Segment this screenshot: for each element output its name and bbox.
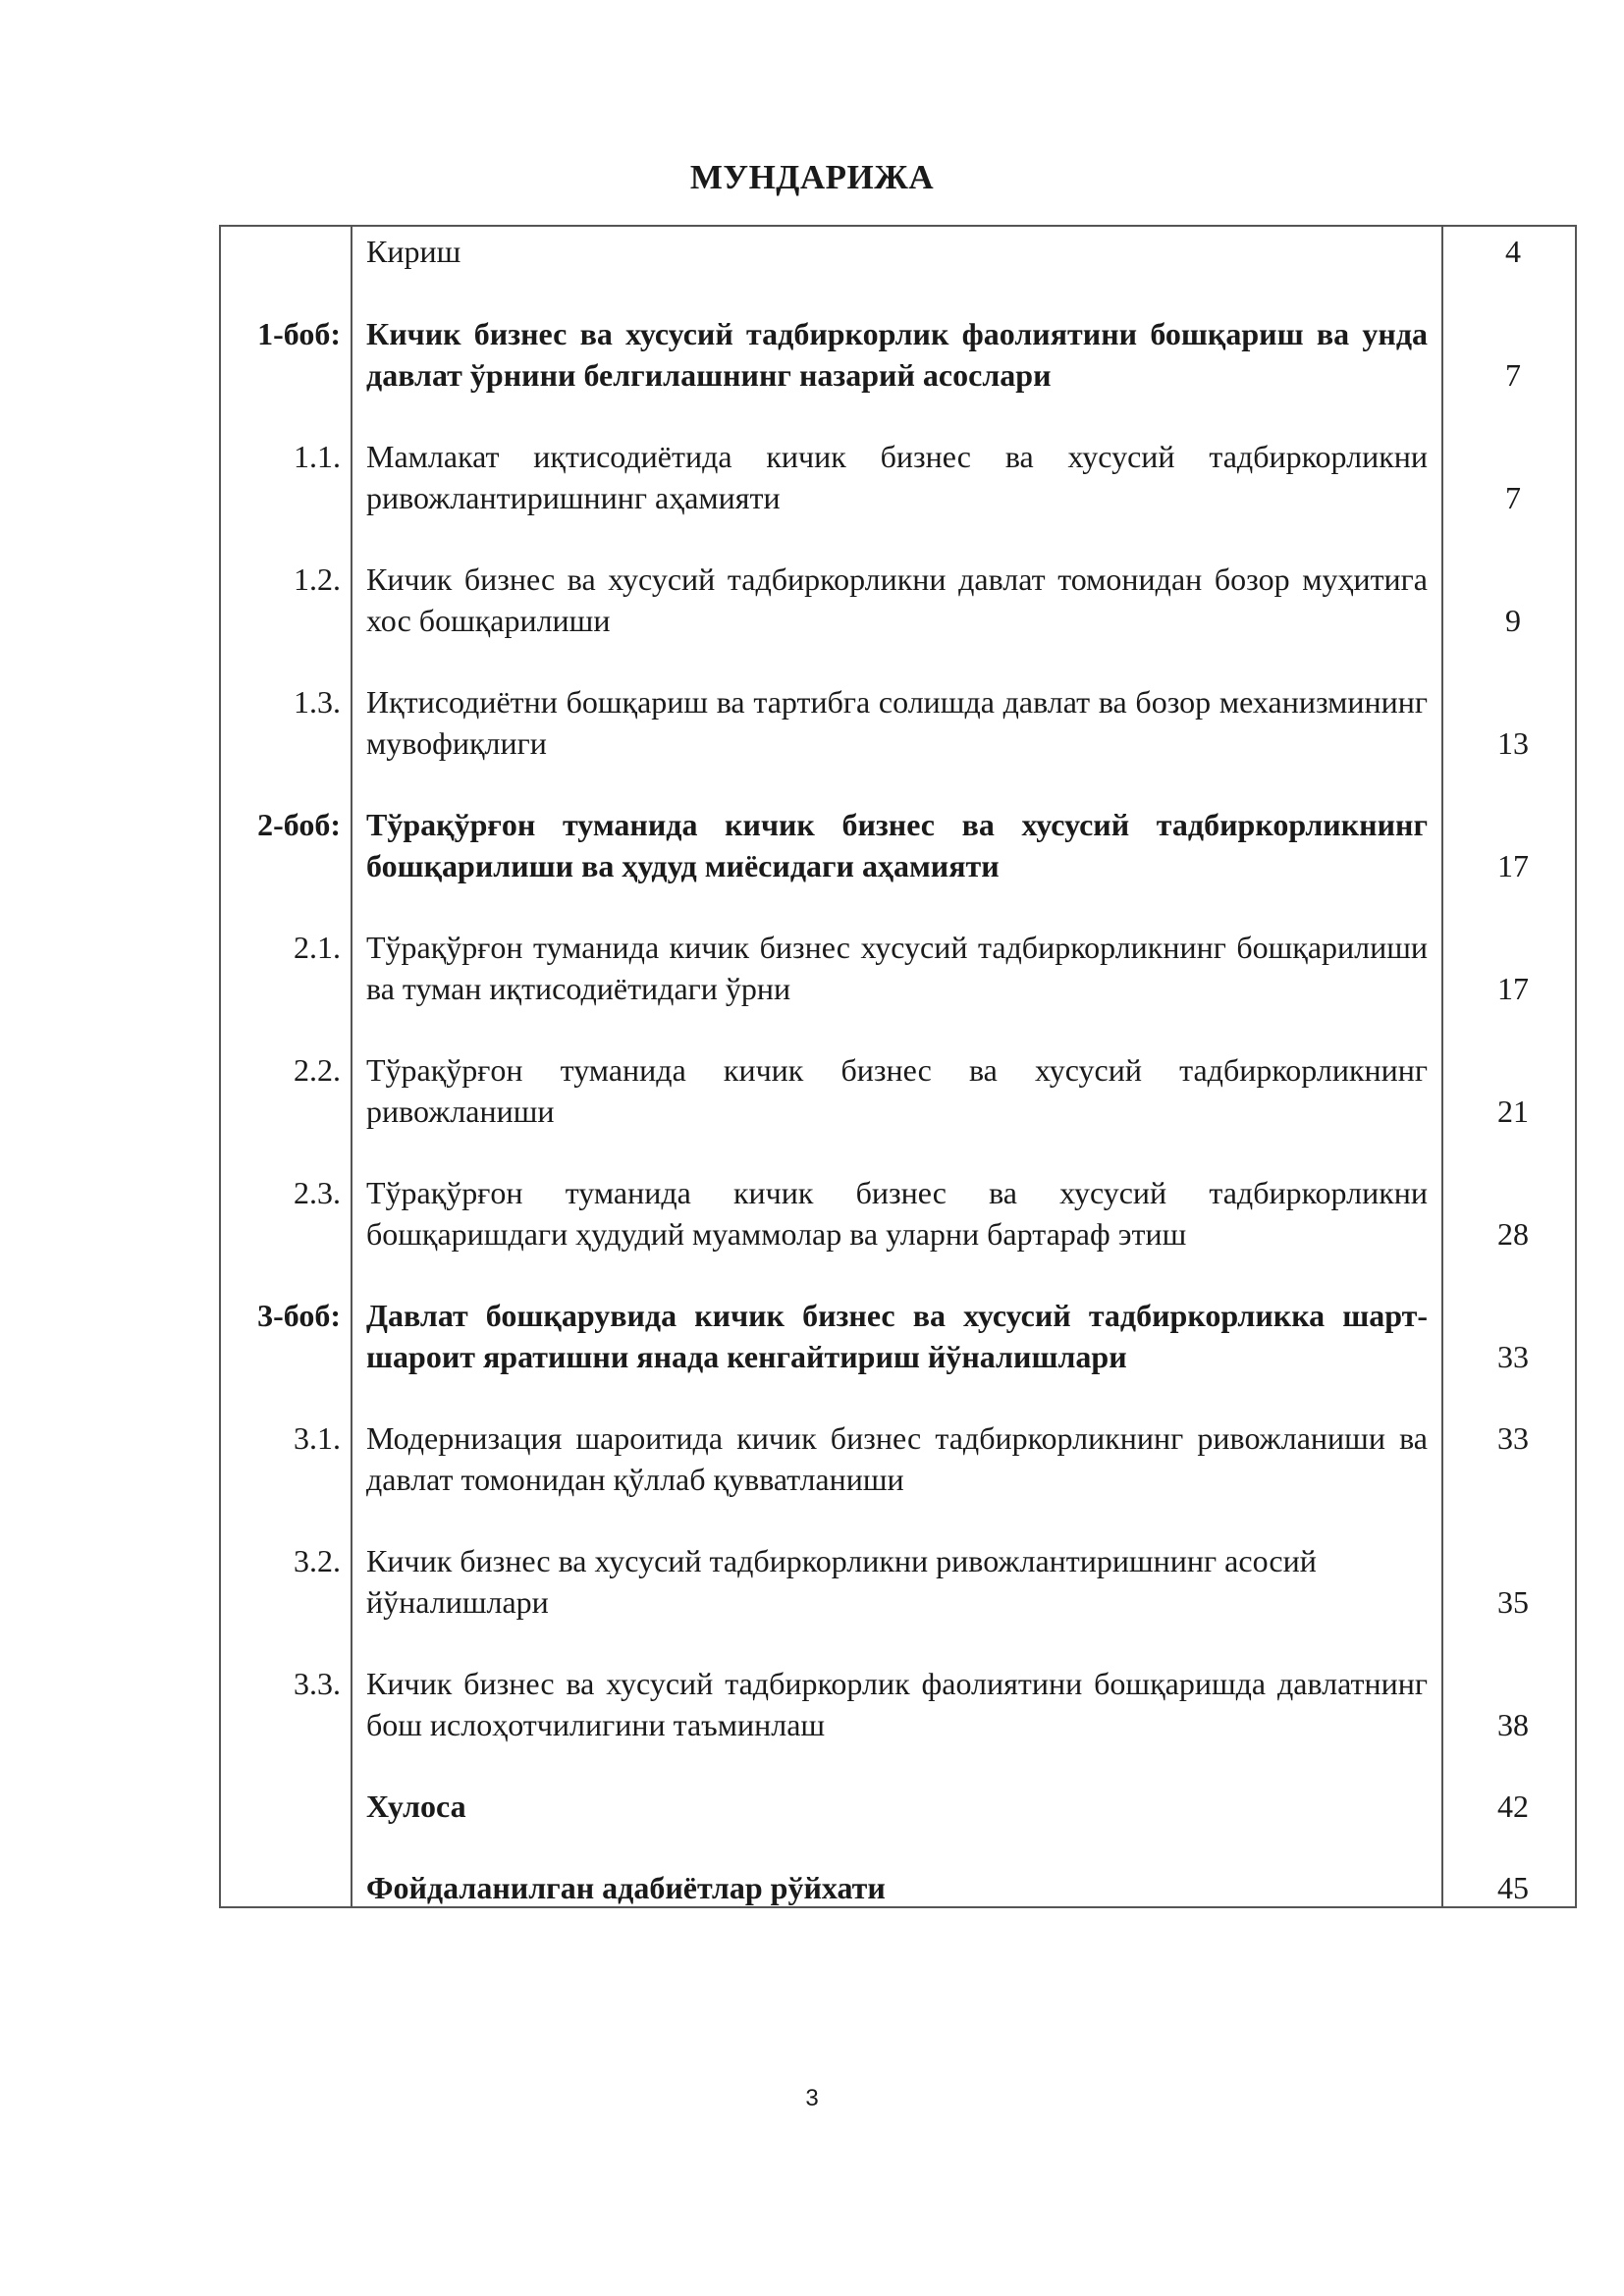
page-title: МУНДАРИЖА — [689, 158, 935, 196]
toc-entry-title: Фойдаланилган адабиётлар рўйхати — [366, 1870, 886, 1905]
toc-entry-page: 9 — [1505, 603, 1521, 638]
toc-entry-number: 3.3. — [294, 1666, 341, 1701]
toc-entry-page: 45 — [1497, 1870, 1529, 1905]
toc-entry-page: 13 — [1497, 725, 1529, 761]
toc-entry-title: Иқтисодиётни бошқариш ва тартибга солишда давлат ва бозор механизмининг мувофиқлиги — [366, 684, 1428, 761]
column-divider-left — [351, 227, 352, 1906]
toc-entry-number: 2-боб: — [257, 807, 341, 842]
table-of-contents — [219, 225, 1577, 1908]
toc-entry-number: 2.2. — [294, 1052, 341, 1088]
toc-entry-page: 33 — [1497, 1420, 1529, 1456]
toc-entry-title: Тўрақўрғон туманида кичик бизнес ва хусусий тадбиркорликни бошқаришдаги ҳудудий муаммолар ва уларни бартараф этиш — [366, 1175, 1428, 1252]
toc-entry-title: Давлат бошқарувида кичик бизнес ва хусусий тадбиркорликка шарт-шароит яратишни янада кенгайтириш йўналишлари — [366, 1298, 1428, 1374]
toc-entry-page: 7 — [1505, 480, 1521, 515]
toc-entry-title: Кичик бизнес ва хусусий тадбиркорлик фаолиятини бошқаришда давлатнинг бош ислоҳотчилигини таъминлаш — [366, 1666, 1428, 1742]
toc-entry-number: 1.3. — [294, 684, 341, 720]
toc-entry-title: Кириш — [366, 234, 461, 269]
toc-entry-title: Хулоса — [366, 1789, 466, 1824]
toc-entry-page: 35 — [1497, 1584, 1529, 1620]
toc-entry-page: 4 — [1505, 234, 1521, 269]
column-divider-right — [1441, 227, 1443, 1906]
toc-entry-number: 3.2. — [294, 1543, 341, 1578]
page-number: 3 — [805, 2085, 819, 2111]
toc-entry-page: 33 — [1497, 1339, 1529, 1374]
toc-entry-title: Тўрақўрғон туманида кичик бизнес ва хусусий тадбиркорликнинг бошқарилиши ва ҳудуд миёсидаги аҳамияти — [366, 807, 1428, 883]
toc-entry-title: Кичик бизнес ва хусусий тадбиркорликни ривожлантиришнинг асосий йўналишлари — [366, 1543, 1317, 1620]
toc-entry-page: 28 — [1497, 1216, 1529, 1252]
toc-entry-number: 1.1. — [294, 439, 341, 474]
toc-entry-number: 3-боб: — [257, 1298, 341, 1333]
toc-entry-title: Кичик бизнес ва хусусий тадбиркорликни давлат томонидан бозор муҳитига хос бошқарилиши — [366, 561, 1428, 638]
toc-entry-page: 42 — [1497, 1789, 1529, 1824]
toc-entry-number: 3.1. — [294, 1420, 341, 1456]
toc-entry-title: Тўрақўрғон туманида кичик бизнес ва хусусий тадбиркорликнинг ривожланиши — [366, 1052, 1428, 1129]
toc-entry-title: Модернизация шароитида кичик бизнес тадбиркорликнинг ривожланиши ва давлат томонидан қўллаб қувватланиши — [366, 1420, 1428, 1497]
toc-entry-title: Тўрақўрғон туманида кичик бизнес хусусий тадбиркорликнинг бошқарилиши ва туман иқтисодиётидаги ўрни — [366, 930, 1428, 1006]
toc-entry-number: 2.3. — [294, 1175, 341, 1210]
toc-entry-number: 1-боб: — [257, 316, 341, 351]
toc-entry-page: 7 — [1505, 357, 1521, 393]
toc-entry-page: 21 — [1497, 1094, 1529, 1129]
toc-entry-title: Кичик бизнес ва хусусий тадбиркорлик фаолиятини бошқариш ва унда давлат ўрнини белгилашнинг назарий асослари — [366, 316, 1428, 393]
toc-entry-page: 17 — [1497, 971, 1529, 1006]
toc-entry-page: 38 — [1497, 1707, 1529, 1742]
toc-entry-title: Мамлакат иқтисодиётида кичик бизнес ва хусусий тадбиркорликни ривожлантиришнинг аҳамияти — [366, 439, 1428, 515]
toc-entry-number: 1.2. — [294, 561, 341, 597]
toc-entry-number: 2.1. — [294, 930, 341, 965]
toc-entry-page: 17 — [1497, 848, 1529, 883]
